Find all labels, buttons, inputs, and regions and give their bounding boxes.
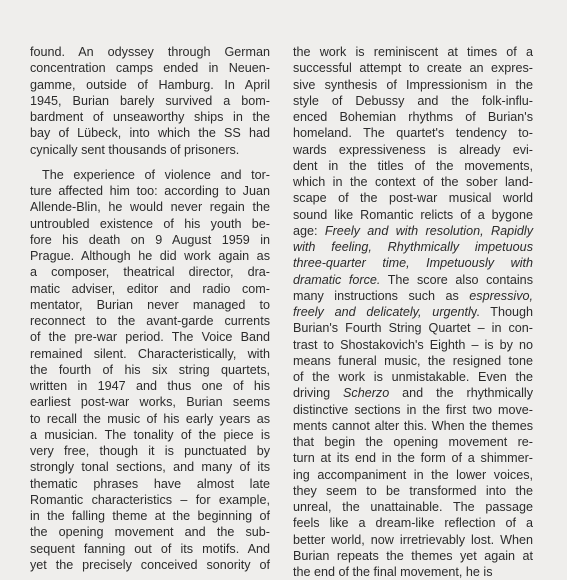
paragraph-gap (30, 158, 270, 167)
text-line: homeland. The quartet's tendency to- (293, 126, 533, 141)
text-line: that begin the opening movement re- (293, 435, 533, 449)
text-line: Romantic characteristics – for example, (30, 492, 270, 507)
text-line: earliest post-war works, Burian seems (30, 395, 270, 410)
text-line: gamme, outside of Hamburg. In April (30, 77, 270, 92)
text-line: they seem to be transformed into the (293, 483, 533, 498)
text-line: cynically sent thousands of prisoners. (30, 142, 240, 157)
text-line: reconnect to the avant-garde currents (30, 314, 270, 328)
text-line: three-quarter time, Impetuously with (293, 256, 533, 271)
text-line: sound like Romantic relicts of a bygone (293, 207, 533, 222)
text-line: a musician. The tonality of the piece is (30, 427, 270, 442)
text-line: ture affected him too: according to Juan (30, 184, 270, 198)
text-line: fore his death on 9 August 1959 in (30, 232, 270, 247)
text-line: of the pre-war period. The Voice Band (30, 330, 270, 345)
text-line: means funeral music, the resigned tone (293, 353, 533, 368)
text-line: mentator, Burian never managed to (30, 297, 270, 312)
paragraph (30, 44, 270, 158)
text-line: dent in the titles of the movements, (293, 158, 533, 173)
text-line: in the falling theme at the beginning of (30, 509, 270, 523)
text-line: enced Bohemian rhythms of Burian's (293, 110, 533, 124)
text-line: the opening movement and the sub- (30, 525, 270, 540)
text-line: The experience of violence and tor- (42, 167, 270, 182)
text-line: style of Debussy and the folk-influ- (293, 93, 533, 108)
text-line: scape of the post-war musical world (293, 191, 533, 206)
text-line: freely and delicately, urgently. Though (293, 305, 533, 319)
text-line: untroubled existence of his youth be- (30, 216, 270, 231)
text-line: 1945, Burian barely survived a bom- (30, 93, 270, 108)
text-line: the fourth of his six string quartets, (30, 362, 270, 377)
text-line: remained silent. Characteristically, with (30, 346, 270, 361)
text-line: age: Freely and with resolution, Rapidly (293, 223, 534, 238)
text-line: turn at its end in the form of a shimmer- (293, 451, 533, 466)
text-line: ing accompaniment in the lower voices, (293, 467, 533, 482)
text-line: many instructions such as espressivo, (293, 288, 533, 303)
text-line: which in the context of the sober land- (293, 175, 533, 189)
text-line: a composer, theatrical director, dra- (30, 265, 270, 280)
text-line: with feeling, Rhythmically impetuous (293, 240, 533, 254)
text-line: Prague. Although he did work again as (30, 249, 270, 263)
left-text-column (30, 44, 270, 573)
right-text-column (293, 44, 533, 580)
text-line: dramatic force. The score also contains (293, 272, 533, 287)
text-line: the work is reminiscent at times of a (293, 45, 533, 59)
text-line: sequent fanning out of its motifs. And (30, 541, 270, 556)
text-line: Burian repeats the themes yet again at (293, 548, 533, 563)
text-line: trast to Shostakovich's Eighth – is by no (293, 337, 533, 352)
text-line: matic adviser, editor and radio com- (30, 281, 270, 296)
text-line: better world, now irretrievably lost. When (293, 532, 533, 547)
text-line: strongly tonal sections, and many of its (30, 460, 270, 475)
text-line: thematic phrases have almost late (30, 476, 270, 491)
text-line: the end of the final movement, he is (293, 565, 493, 579)
text-line: sive synthesis of Impressionism in the (293, 77, 533, 92)
text-line: very free, though it is punctuated by (30, 444, 270, 458)
text-line: bay of Lübeck, into which the SS had (30, 126, 270, 141)
text-line: Allende-Blin, he would never regain the (30, 200, 270, 215)
text-line: wards expressiveness is already evi- (293, 142, 533, 157)
text-line: feels like a dream-like reflection of a (293, 516, 533, 531)
text-line: of the work is unmistakable. Even the (293, 370, 533, 384)
text-line: ments cannot alter this. When the themes (293, 418, 533, 433)
paragraph (30, 167, 270, 573)
text-line: driving Scherzo and the rhythmically (293, 386, 533, 401)
text-line: bardment of unseaworthy ships in the (30, 110, 270, 124)
text-line: distinctive sections in the first two move- (293, 402, 533, 417)
text-line: Burian's Fourth String Quartet – in con- (293, 321, 533, 336)
text-line: concentration camps ended in Neuen- (30, 61, 270, 76)
text-line: unreal, the unattainable. The passage (293, 500, 533, 514)
text-line: to recall the music of his early years as (30, 411, 270, 426)
text-line: written in 1947 and thus one of his (30, 379, 270, 393)
text-line: yet the precisely conceived sonority of (30, 557, 270, 572)
text-line: successful attempt to create an expres- (293, 61, 533, 76)
text-line: found. An odyssey through German (30, 45, 270, 59)
